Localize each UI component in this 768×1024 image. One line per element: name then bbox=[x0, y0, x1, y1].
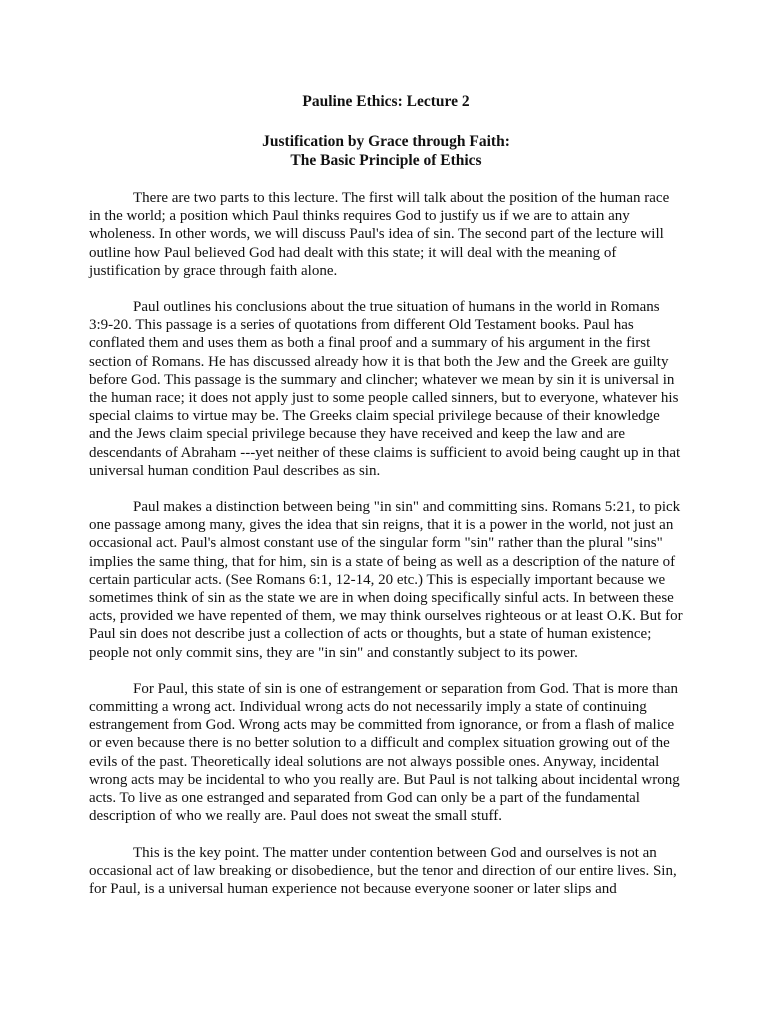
document-title: Pauline Ethics: Lecture 2 bbox=[302, 93, 470, 110]
paragraph-3: Paul makes a distinction between being "in sin" and committing sins. Romans 5:21, to pick one passage among many, gives the idea that sin reigns, that it is a power in the world, not just an occasional act. Paul's almost constant use of the singular form "sin" rather than the plural "sins" implies the same thing, that for him, sin is a state of being as well as a description of the nature of certain particular acts. (See Romans 6:1, 12-14, 20 etc.) This is especially important because we sometimes think of sin as the state we are in when doing specifically sinful acts. In between these acts, provided we have repented of them, we may think ourselves righteous or at least O.K. But for Paul sin does not describe just a collection of acts or thoughts, but a state of human existence; people not only commit sins, they are "in sin" and constantly subject to its power. bbox=[89, 499, 683, 661]
subtitle-line-2: The Basic Principle of Ethics bbox=[290, 152, 482, 169]
paragraph-1: There are two parts to this lecture. The first will talk about the position of the human race in the world; a position which Paul thinks requires God to justify us if we are to attain any wholeness. In other words, we will discuss Paul's idea of sin. The second part of the lecture will outline how Paul believed God had dealt with this state; it will deal with the meaning of justification by grace through faith alone. bbox=[89, 190, 670, 279]
document-body bbox=[89, 189, 683, 898]
document-page bbox=[89, 92, 683, 898]
document-subtitle bbox=[89, 132, 683, 170]
subtitle-line-1: Justification by Grace through Faith: bbox=[262, 133, 510, 150]
paragraph-4: For Paul, this state of sin is one of estrangement or separation from God. That is more than committing a wrong act. Individual wrong acts do not necessarily imply a state of continuing estrangement from God. Wrong acts may be committed from ignorance, or from a flash of malice or even because there is no better solution to a difficult and complex situation growing out of the evils of the past. Theoretically ideal solutions are not always possible ones. Anyway, incidental wrong acts may be incidental to who you really are. But Paul is not talking about incidental wrong acts. To live as one estranged and separated from God can only be a part of the fundamental description of who we really are. Paul does not sweat the small stuff. bbox=[89, 680, 680, 825]
paragraph-2: Paul outlines his conclusions about the true situation of humans in the world in Romans 3:9-20. This passage is a series of quotations from different Old Testament books. Paul has conflated them and uses them as both a final proof and a summary of his argument in the first section of Romans. He has discussed already how it is that both the Jew and the Greek are guilty before God. This passage is the summary and clincher; whatever we mean by sin it is universal in the human race; it does not apply just to some people called sinners, but to everyone, whatever his special claims to virtue may be. The Greeks claim special privilege because of their knowledge and the Jews claim special privilege because they have received and keep the law and are descendants of Abraham ---yet neither of these claims is sufficient to avoid being caught up in that universal human condition Paul describes as sin. bbox=[89, 299, 681, 479]
paragraph-5: This is the key point. The matter under contention between God and ourselves is not an occasional act of law breaking or disobedience, but the tenor and direction of our entire lives. Sin, for Paul, is a universal human experience not because everyone sooner or later slips and bbox=[89, 844, 677, 897]
